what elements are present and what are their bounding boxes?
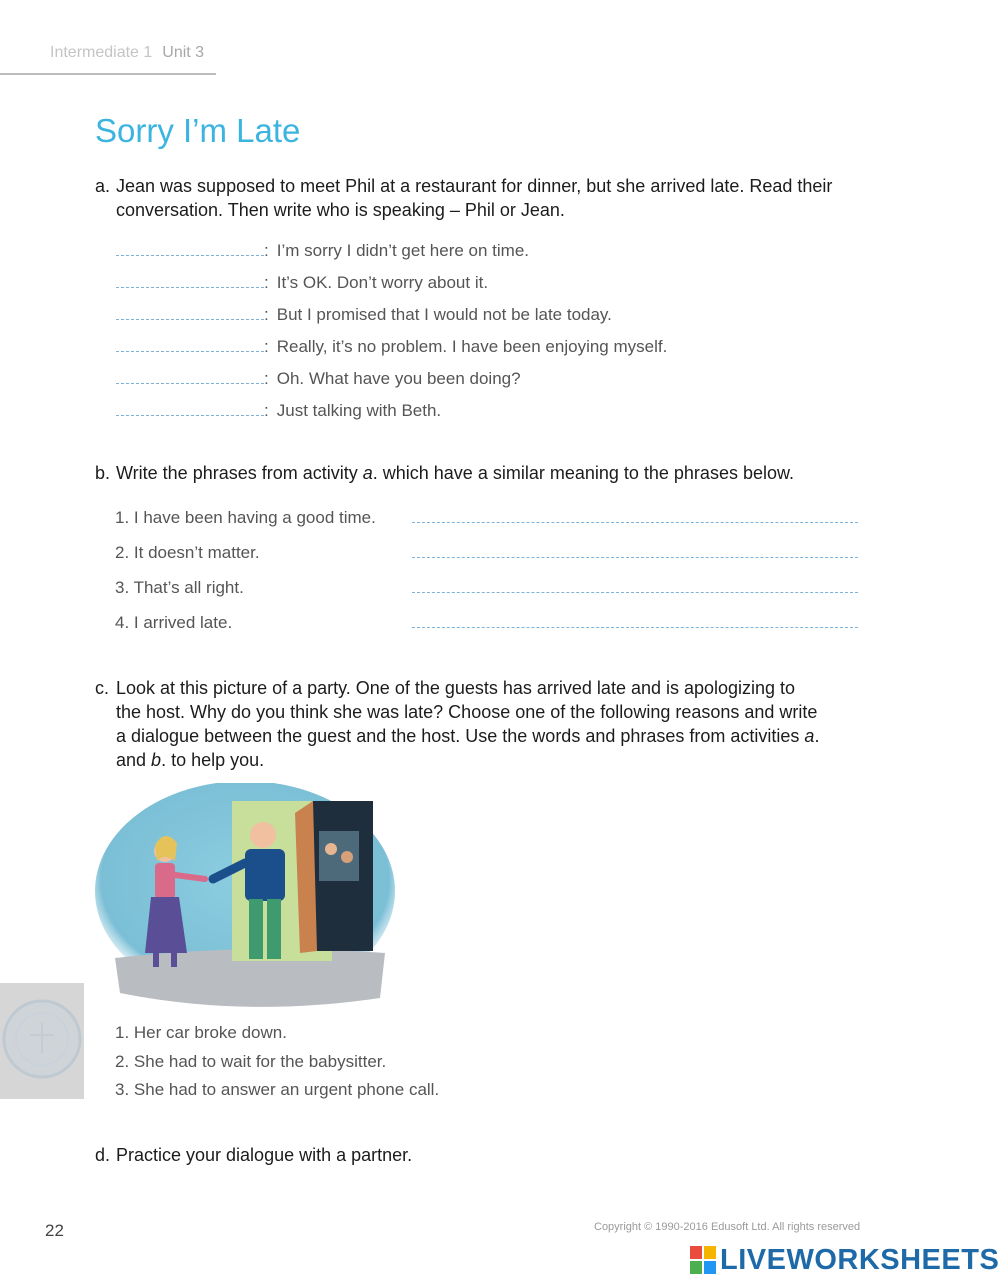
activity-c-letter: c. xyxy=(95,678,110,698)
copyright-notice: Copyright © 1990-2016 Edusoft Ltd. All rights reserved xyxy=(594,1221,861,1233)
page-number: 22 xyxy=(45,1221,64,1240)
activity-a-line-2: conversation. Then write who is speaking – Phil or Jean. xyxy=(116,200,565,220)
liveworksheets-grid-icon xyxy=(690,1246,716,1274)
activity-b-instructions xyxy=(95,461,895,485)
activity-b-italic: a xyxy=(362,463,373,483)
dialogue-line: : Just talking with Beth. xyxy=(116,401,441,421)
speaker-blank-4[interactable] xyxy=(116,337,264,352)
activity-a-line-1: Jean was supposed to meet Phil at a restaurant for dinner, but she arrived late. Read their xyxy=(116,176,833,196)
activity-c-line-3-italic: a xyxy=(804,726,815,746)
answer-blank-1[interactable] xyxy=(412,522,858,523)
activity-a-letter: a. xyxy=(95,176,111,196)
dialogue-line: : It’s OK. Don’t worry about it. xyxy=(116,273,488,293)
speaker-blank-1[interactable] xyxy=(116,241,264,256)
answer-blank-4[interactable] xyxy=(412,627,858,628)
page-title: Sorry I’m Late xyxy=(95,112,301,149)
reason-item-2: 2. She had to wait for the babysitter. xyxy=(115,1052,387,1071)
dialogue-line: : Oh. What have you been doing? xyxy=(116,369,521,389)
activity-c-line-4 xyxy=(95,748,895,772)
activity-d-instructions xyxy=(95,1143,895,1167)
activity-c-line-1: Look at this picture of a party. One of the guests has arrived late and is apologizing to xyxy=(116,678,796,698)
dialogue-text-5: Oh. What have you been doing? xyxy=(276,369,521,388)
activity-d-letter: d. xyxy=(95,1145,111,1165)
activity-c-line-3-text: a dialogue between the guest and the host. Use the words and phrases from activities xyxy=(116,726,805,746)
page-header xyxy=(50,44,204,62)
activity-c-line-3 xyxy=(95,724,895,748)
dialogue-line: : Really, it’s no problem. I have been enjoying myself. xyxy=(116,337,667,357)
speaker-blank-3[interactable] xyxy=(116,305,264,320)
university-seal-watermark xyxy=(0,983,84,1099)
activity-c-line-4-end: . to help you. xyxy=(161,750,265,770)
answer-blank-2[interactable] xyxy=(412,557,858,558)
activity-c-line-4-text: and xyxy=(116,750,152,770)
speaker-blank-2[interactable] xyxy=(116,273,264,288)
phrase-item-1: 1. I have been having a good time. xyxy=(115,508,376,527)
dialogue-line: : I’m sorry I didn’t get here on time. xyxy=(116,241,529,261)
dialogue-text-1: I’m sorry I didn’t get here on time. xyxy=(276,241,530,260)
activity-b-text-end: . which have a similar meaning to the phrases below. xyxy=(372,463,794,483)
dialogue-text-3: But I promised that I would not be late today. xyxy=(276,305,612,324)
reason-item-1: 1. Her car broke down. xyxy=(115,1023,287,1042)
activity-c-line-4-italic: b xyxy=(151,750,162,770)
party-illustration xyxy=(95,783,397,1015)
speaker-blank-5[interactable] xyxy=(116,369,264,384)
activity-b-letter: b. xyxy=(95,463,111,483)
liveworksheets-wordmark: LIVEWORKSHEETS xyxy=(720,1243,999,1276)
reason-item-3: 3. She had to answer an urgent phone call. xyxy=(115,1080,440,1099)
unit-label: Unit 3 xyxy=(162,44,205,61)
phrase-item-3: 3. That’s all right. xyxy=(115,578,244,597)
dialogue-line: : But I promised that I would not be late today. xyxy=(116,305,612,325)
activity-c-line-3-end: . xyxy=(814,726,820,746)
course-level: Intermediate 1 xyxy=(50,44,153,61)
activity-b-text: Write the phrases from activity xyxy=(116,463,363,483)
dialogue-text-6: Just talking with Beth. xyxy=(276,401,442,420)
dialogue-text-4: Really, it’s no problem. I have been enjoying myself. xyxy=(276,337,668,356)
phrase-item-2: 2. It doesn’t matter. xyxy=(115,543,260,562)
activity-d-text: Practice your dialogue with a partner. xyxy=(116,1145,413,1165)
activity-c-instructions xyxy=(95,676,895,772)
header-divider xyxy=(0,73,216,75)
dialogue-text-2: It’s OK. Don’t worry about it. xyxy=(276,273,489,292)
activity-a-instructions xyxy=(95,174,895,222)
phrase-item-4: 4. I arrived late. xyxy=(115,613,233,632)
activity-c-line-2: the host. Why do you think she was late? Choose one of the following reasons and write xyxy=(116,702,818,722)
speaker-blank-6[interactable] xyxy=(116,401,264,416)
liveworksheets-logo[interactable] xyxy=(690,1243,999,1277)
answer-blank-3[interactable] xyxy=(412,592,858,593)
